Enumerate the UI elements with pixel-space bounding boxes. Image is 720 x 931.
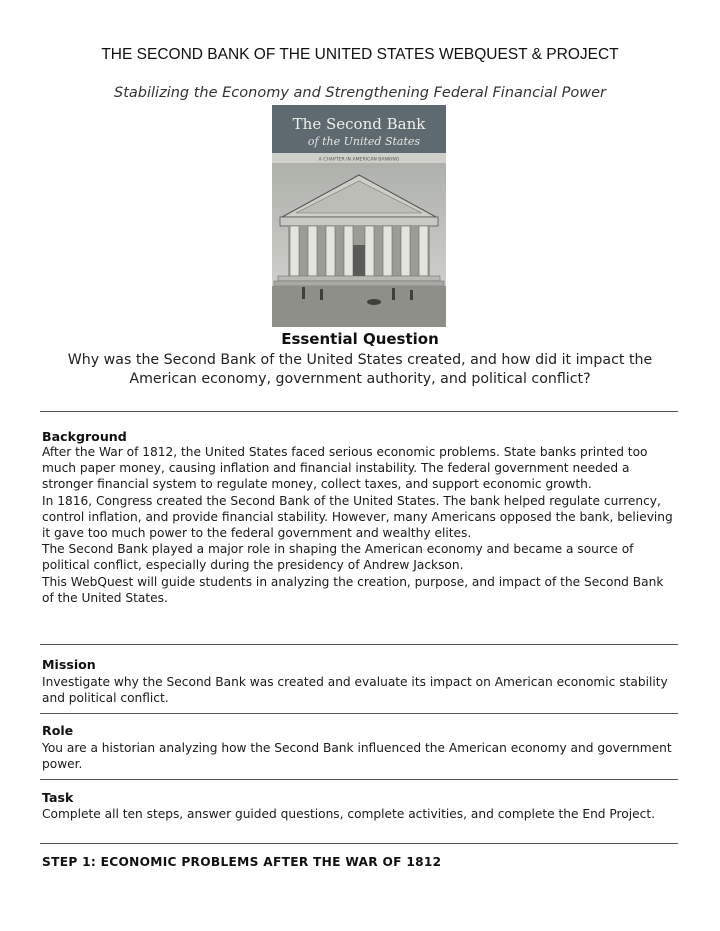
task-text: Complete all ten steps, answer guided questions, complete activities, and complete the End Project. [42, 807, 655, 821]
essential-question-text: Why was the Second Bank of the United States created, and how did it impact the American economy, government authority, and political conflict? [67, 352, 653, 387]
step-1-heading: STEP 1: ECONOMIC PROBLEMS AFTER THE WAR OF 1812 [42, 855, 442, 869]
background-paragraph: In 1816, Congress created the Second Bank of the United States. The bank helped regulate currency, control inflation, and provide financial stability. However, many Americans opposed the bank, believing it gave too much power to the federal government and wealthy elites. [42, 493, 673, 541]
background-paragraph: After the War of 1812, the United States faced serious economic problems. State banks printed too much paper money, causing inflation and financial instability. The federal government needed a stronger financial system to regulate money, collect taxes, and support economic growth. [42, 445, 648, 492]
essential-question-heading: Essential Question [281, 330, 439, 348]
cover-caption: A CHAPTER IN AMERICAN BANKING [318, 157, 400, 163]
book-cover-image [272, 105, 446, 327]
divider [40, 713, 678, 714]
second-bank-building-illustration [272, 105, 446, 327]
mission-text: Investigate why the Second Bank was created and evaluate its impact on American economic stability and political conflict. [42, 675, 668, 706]
divider [40, 644, 678, 645]
background-text [42, 444, 674, 606]
role-text: You are a historian analyzing how the Second Bank influenced the American economy and government power. [42, 741, 672, 772]
mission-heading: Mission [42, 657, 96, 672]
divider [40, 779, 678, 780]
document-subtitle: Stabilizing the Economy and Strengthening Federal Financial Power [114, 85, 606, 101]
document-title: THE SECOND BANK OF THE UNITED STATES WEBQUEST & PROJECT [101, 46, 619, 63]
divider [40, 843, 678, 844]
role-heading: Role [42, 723, 74, 738]
background-heading: Background [42, 429, 127, 444]
divider [40, 411, 678, 412]
background-paragraph: This WebQuest will guide students in analyzing the creation, purpose, and impact of the Second Bank of the United States. [42, 574, 664, 605]
background-paragraph: The Second Bank played a major role in shaping the American economy and became a source of political conflict, especially during the presidency of Andrew Jackson. [42, 542, 634, 573]
task-heading: Task [42, 790, 74, 805]
cover-title-line2: of the United States [307, 135, 421, 148]
cover-title-line1: The Second Bank [292, 115, 426, 133]
